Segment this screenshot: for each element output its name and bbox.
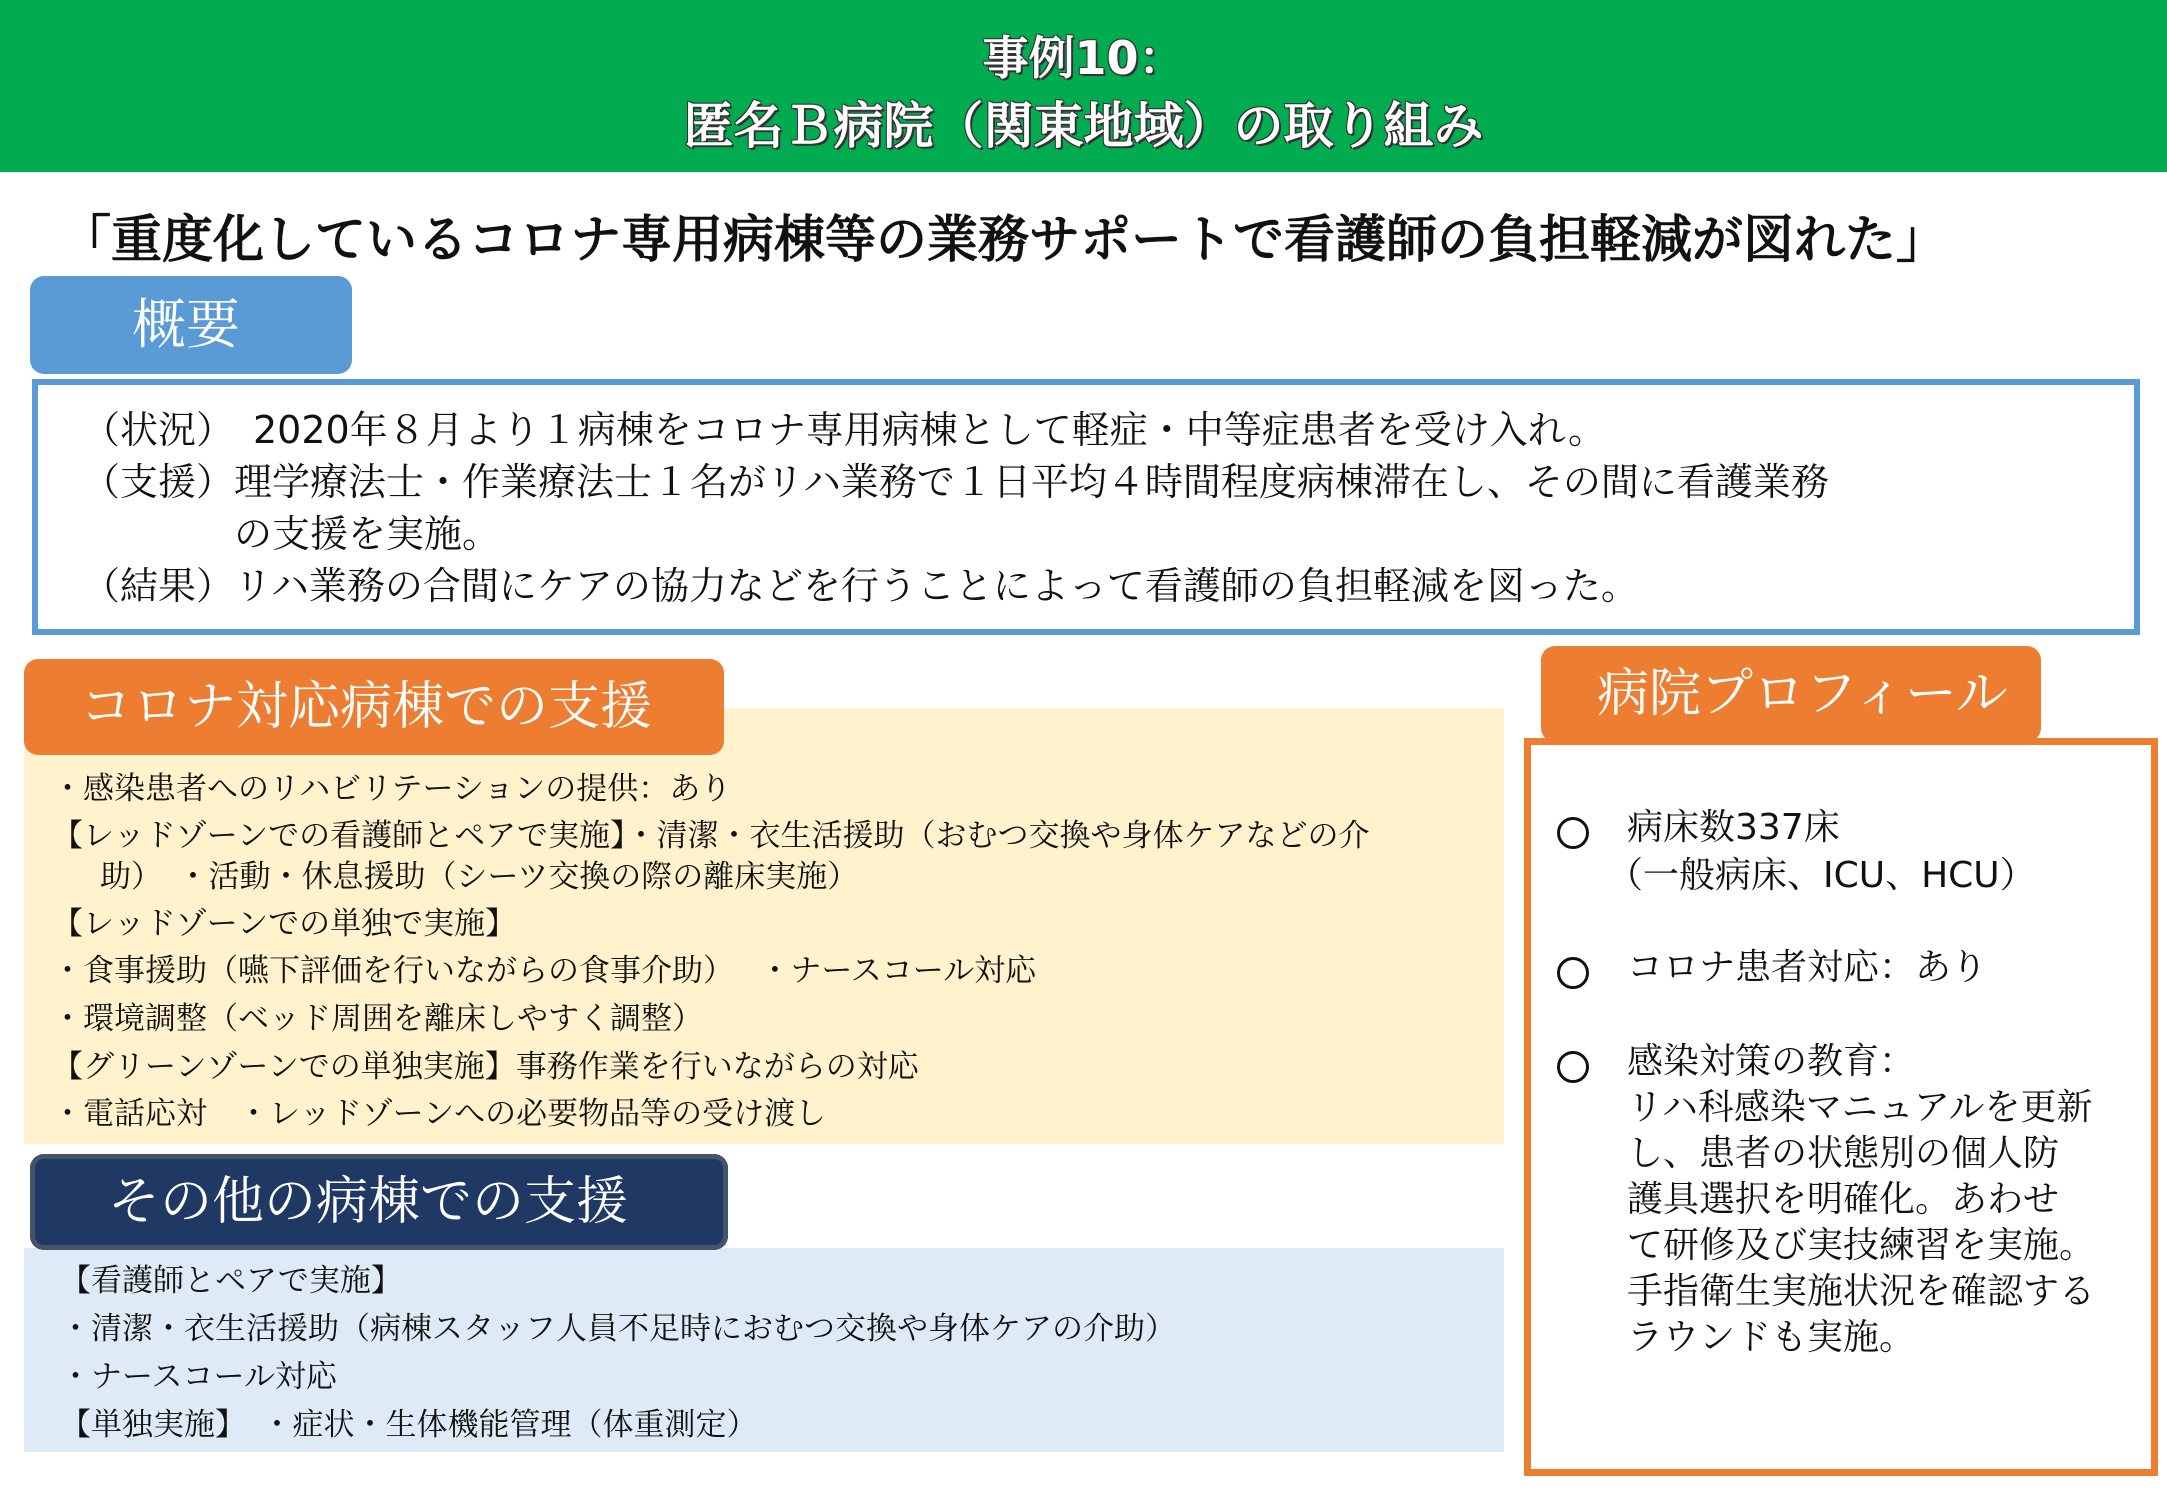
corona-line: 【レッドゾーンでの看護師とペアで実施】・清潔・衣生活援助（おむつ交換や身体ケアなどの介 bbox=[52, 818, 1370, 854]
other-support-panel bbox=[24, 1248, 1504, 1452]
profile-education-line: し、患者の状態別の個人防 bbox=[1627, 1133, 2060, 1174]
profile-tab bbox=[1541, 646, 2041, 742]
profile-box bbox=[1524, 738, 2158, 1476]
case-title: 匿名Ｂ病院（関東地域）の取り組み bbox=[683, 97, 1484, 155]
corona-line: ・電話応対 ・レッドゾーンへの必要物品等の受け渡し bbox=[52, 1096, 827, 1132]
overview-box bbox=[32, 379, 2140, 635]
other-line: ・ナースコール対応 bbox=[60, 1359, 337, 1395]
profile-education-line: ラウンドも実施。 bbox=[1627, 1317, 1916, 1358]
profile-education: 感染対策の教育： bbox=[1627, 1041, 1916, 1082]
other-line: 【単独実施】 ・症状・生体機能管理（体重測定） bbox=[60, 1407, 758, 1443]
other-support-tab-label: その他の病棟での支援 bbox=[108, 1172, 629, 1232]
bullet-circle-icon bbox=[1557, 1051, 1589, 1083]
corona-line: 【グリーンゾーンでの単独実施】事務作業を行いながらの対応 bbox=[52, 1049, 919, 1085]
other-support-tab bbox=[30, 1154, 728, 1250]
title-banner bbox=[0, 0, 2167, 172]
overview-support-cont: の支援を実施。 bbox=[234, 512, 501, 556]
overview-tab bbox=[30, 276, 352, 374]
corona-line: ・環境調整（ベッド周囲を離床しやすく調整） bbox=[52, 1001, 703, 1037]
case-number: 事例10： bbox=[982, 31, 1185, 85]
bullet-circle-icon bbox=[1557, 817, 1589, 849]
corona-support-tab bbox=[24, 659, 724, 755]
profile-education-line: リハ科感染マニュアルを更新 bbox=[1627, 1087, 2093, 1128]
other-line: 【看護師とペアで実施】 bbox=[60, 1263, 402, 1299]
profile-education-line: 手指衛生実施状況を確認する bbox=[1627, 1271, 2096, 1312]
overview-support: （支援）理学療法士・作業療法士１名がリハ業務で１日平均４時間程度病棟滞在し、その間に看護業務 bbox=[82, 460, 1829, 504]
corona-line: ・感染患者へのリハビリテーションの提供：あり bbox=[52, 771, 732, 807]
overview-tab-label: 概要 bbox=[132, 293, 240, 356]
bullet-circle-icon bbox=[1557, 957, 1589, 989]
headline: 「重度化しているコロナ専用病棟等の業務サポートで看護師の負担軽減が図れた」 bbox=[60, 211, 1948, 270]
profile-tab-label: 病院プロフィール bbox=[1597, 664, 2008, 724]
profile-education-line: て研修及び実技練習を実施。 bbox=[1627, 1225, 2096, 1266]
corona-support-panel bbox=[24, 708, 1504, 1144]
overview-result: （結果）リハ業務の合間にケアの協力などを行うことによって看護師の負担軽減を図った。 bbox=[82, 564, 1639, 608]
profile-education-line: 護具選択を明確化。あわせ bbox=[1627, 1179, 2060, 1220]
corona-line: 助） ・活動・休息援助（シーツ交換の際の離床実施） bbox=[100, 859, 859, 895]
corona-line: ・食事援助（嚥下評価を行いながらの食事介助） ・ナースコール対応 bbox=[52, 953, 1037, 989]
profile-covid: コロナ患者対応：あり bbox=[1627, 947, 1988, 988]
overview-situation: （状況） 2020年８月より１病棟をコロナ専用病棟として軽症・中等症患者を受け入れ。 bbox=[82, 408, 1606, 452]
profile-beds-detail: （一般病床、ICU、HCU） bbox=[1607, 855, 2036, 896]
other-line: ・清潔・衣生活援助（病棟スタッフ人員不足時におむつ交換や身体ケアの介助） bbox=[60, 1311, 1176, 1347]
corona-line: 【レッドゾーンでの単独で実施】 bbox=[52, 906, 517, 942]
profile-beds: 病床数337床 bbox=[1627, 807, 1840, 848]
corona-support-tab-label: コロナ対応病棟での支援 bbox=[80, 677, 653, 737]
